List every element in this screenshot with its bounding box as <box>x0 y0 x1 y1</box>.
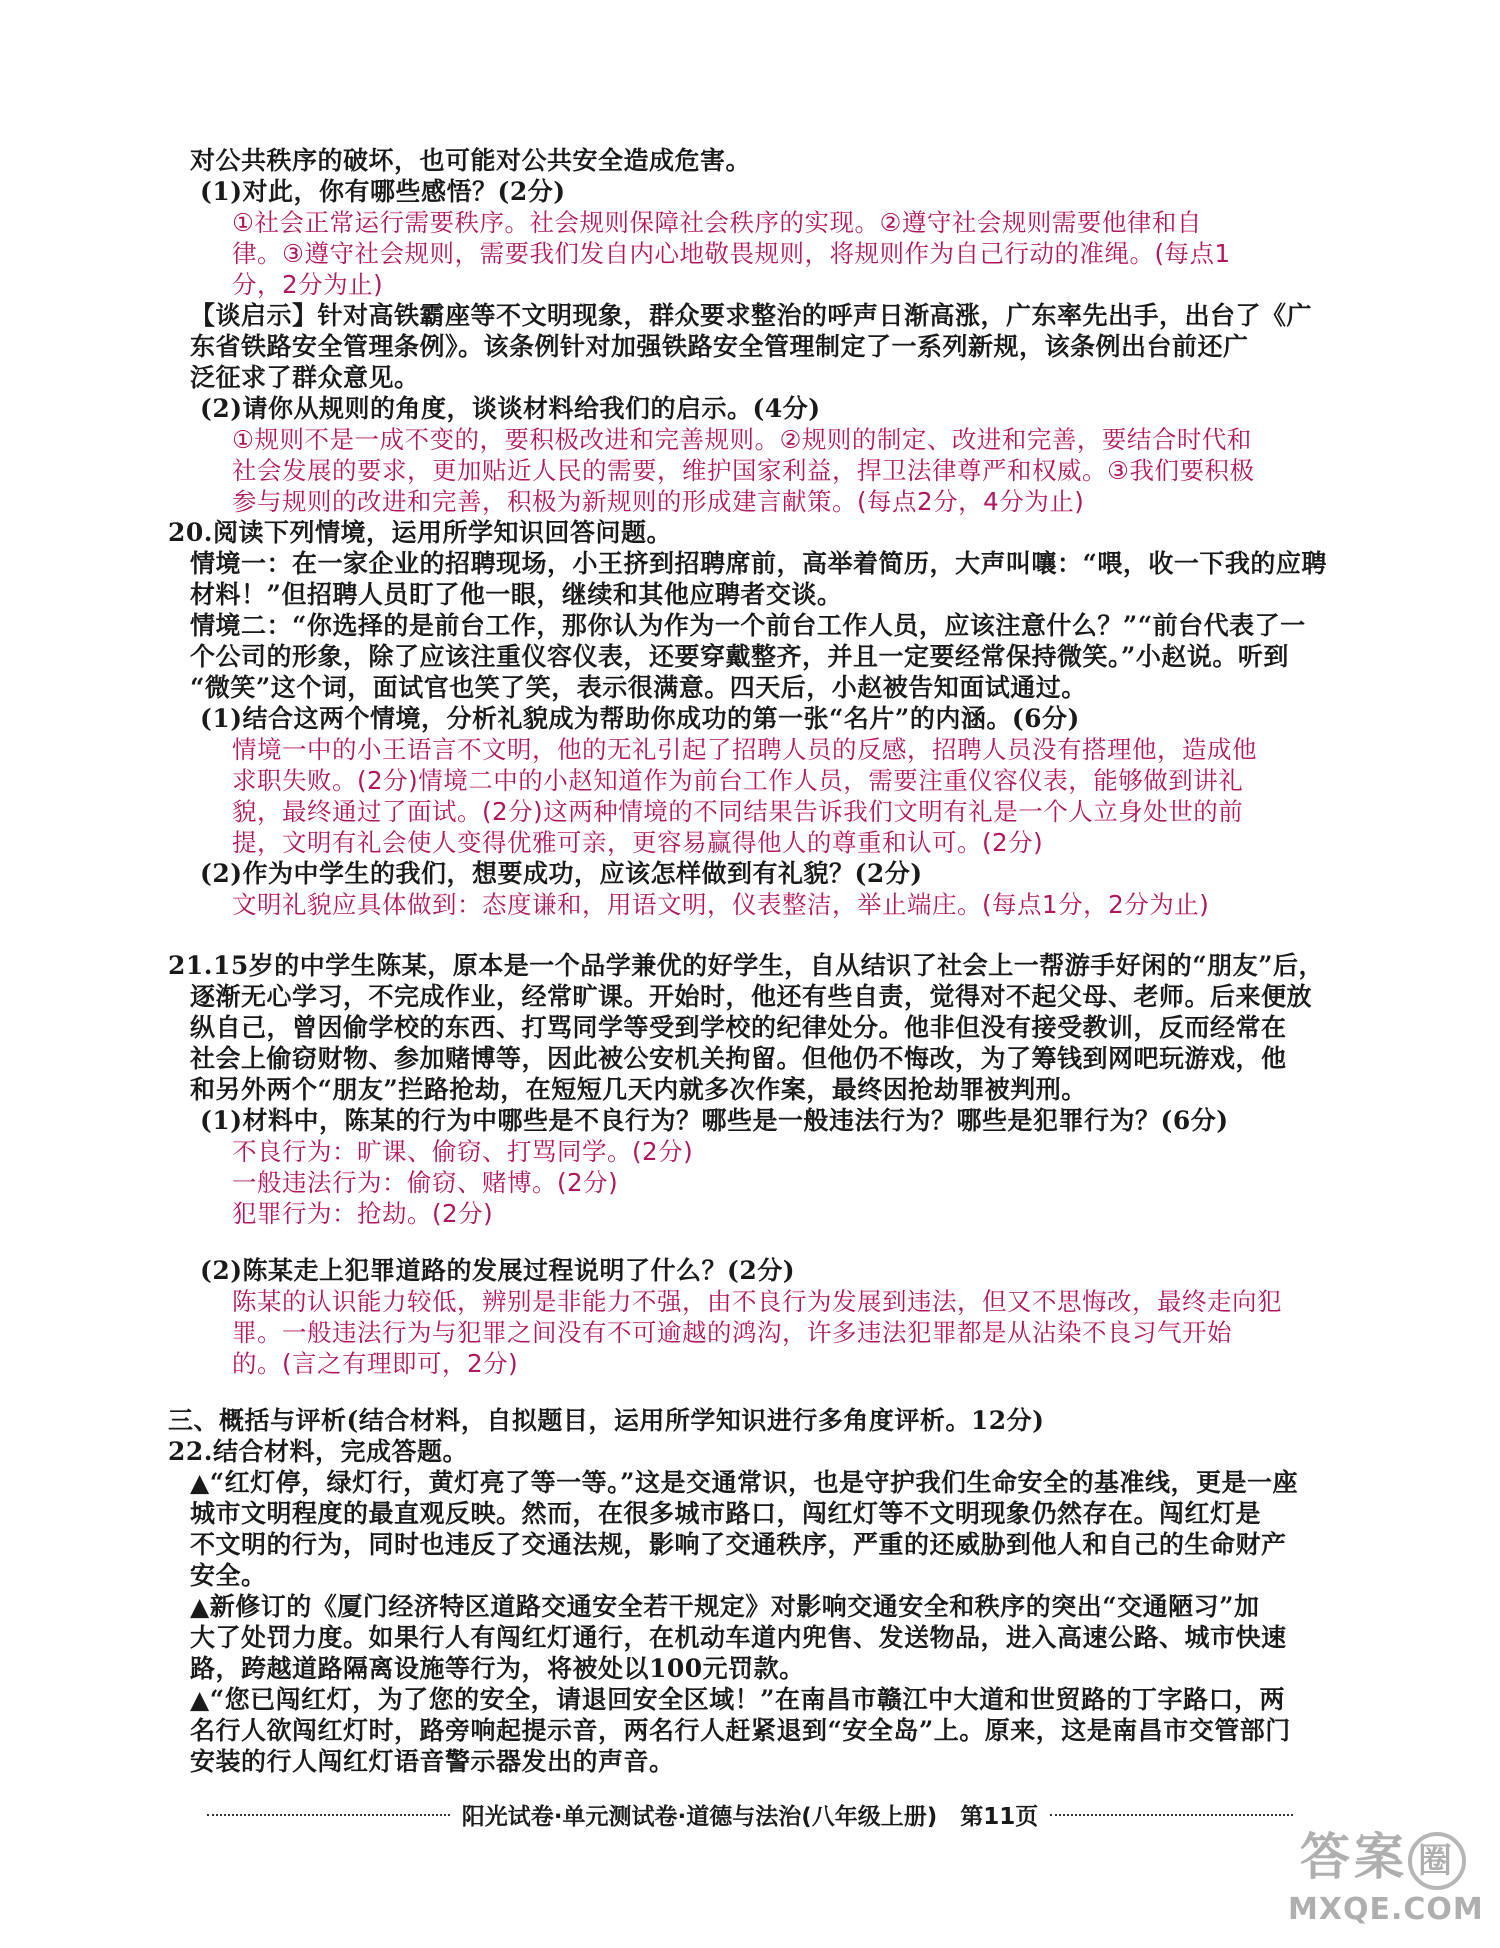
footer-text: 阳光试卷·单元测试卷·道德与法治(八年级上册) 第11页 <box>461 1804 1039 1830</box>
question-line: “微笑”这个词，面试官也笑了笑，表示很满意。四天后，小赵被告知面试通过。 <box>190 673 1087 702</box>
question-line: (2)陈某走上犯罪道路的发展过程说明了什么？(2分) <box>200 1256 796 1285</box>
watermark-circle-icon: 圈 <box>1408 1832 1466 1890</box>
watermark-logo <box>1288 1822 1484 1940</box>
question-line: (1)对此，你有哪些感悟？(2分) <box>200 177 566 206</box>
question-line: ▲“红灯停，绿灯行，黄灯亮了等一等。”这是交通常识，也是守护我们生命安全的基准线，更是一座 <box>190 1468 1298 1497</box>
question-line: (1)结合这两个情境，分析礼貌成为帮助你成功的第一张“名片”的内涵。(6分) <box>200 704 1080 733</box>
question-line: ▲“您已闯红灯，为了您的安全，请退回安全区域！”在南昌市赣江中大道和世贸路的丁字路口，两 <box>190 1685 1285 1714</box>
question-line: 东省铁路安全管理条例》。该条例针对加强铁路安全管理制定了一系列新规，该条例出台前还广 <box>190 332 1249 361</box>
question-line: 22.结合材料，完成答题。 <box>168 1437 468 1466</box>
question-line: 社会上偷窃财物、参加赌博等，因此被公安机关拘留。但他仍不悔改，为了筹钱到网吧玩游戏，他 <box>190 1044 1287 1073</box>
footer-dots-left <box>207 1814 450 1816</box>
answer-line: 社会发展的要求，更加贴近人民的需要，维护国家利益，捍卫法律尊严和权威。③我们要积极 <box>232 456 1255 485</box>
question-line: 泛征求了群众意见。 <box>190 363 420 392</box>
question-line: 安装的行人闯红灯语音警示器发出的声音。 <box>190 1747 675 1776</box>
question-line: 三、概括与评析(结合材料，自拟题目，运用所学知识进行多角度评析。12分) <box>168 1406 1045 1435</box>
section-gap <box>190 1229 1350 1255</box>
answer-line: ①社会正常运行需要秩序。社会规则保障社会秩序的实现。②遵守社会规则需要他律和自 <box>232 208 1202 237</box>
answer-line: 参与规则的改进和完善，积极为新规则的形成建言献策。(每点2分，4分为止) <box>232 487 1085 516</box>
answer-line: 情境一中的小王语言不文明，他的无礼引起了招聘人员的反感，招聘人员没有搭理他，造成他 <box>232 735 1257 764</box>
question-line: 对公共秩序的破坏，也可能对公共安全造成危害。 <box>190 146 752 175</box>
question-line: 情境二：“你选择的是前台工作，那你认为作为一个前台工作人员，应该注意什么？”“前台代表了一 <box>190 611 1306 640</box>
question-line: ▲新修订的《厦门经济特区道路交通安全若干规定》对影响交通安全和秩序的突出“交通陋习”加 <box>190 1592 1260 1621</box>
question-line: 情境一：在一家企业的招聘现场，小王挤到招聘席前，高举着简历，大声叫嚷：“喂，收一下我的应聘 <box>190 549 1327 578</box>
answer-line: 罪。一般违法行为与犯罪之间没有不可逾越的鸿沟，许多违法犯罪都是从沾染不良习气开始 <box>232 1318 1232 1347</box>
question-line: 材料！”但招聘人员盯了他一眼，继续和其他应聘者交谈。 <box>190 580 843 609</box>
answer-line: 分，2分为止) <box>232 270 384 299</box>
footer-dots-right <box>1050 1814 1293 1816</box>
answer-line: 提，文明有礼会使人变得优雅可亲，更容易赢得他人的尊重和认可。(2分) <box>232 828 1044 857</box>
section-gap <box>190 920 1350 950</box>
answer-line: 不良行为：旷课、偷窃、打骂同学。(2分) <box>232 1137 694 1166</box>
question-line: 不文明的行为，同时也违反了交通法规，影响了交通秩序，严重的还威胁到他人和自己的生命财产 <box>190 1530 1287 1559</box>
answer-line: ①规则不是一成不变的，要积极改进和完善规则。②规则的制定、改进和完善，要结合时代和 <box>232 425 1252 454</box>
question-line: 路，跨越道路隔离设施等行为，将被处以100元罚款。 <box>190 1654 805 1683</box>
question-line: 名行人欲闯红灯时，路旁响起提示音，两名行人赶紧退到“安全岛”上。原来，这是南昌市交管部门 <box>190 1716 1291 1745</box>
question-line: (2)作为中学生的我们，想要成功，应该怎样做到有礼貌？(2分) <box>200 859 923 888</box>
section-gap <box>190 1379 1350 1405</box>
question-line: 逐渐无心学习，不完成作业，经常旷课。开始时，他还有些自责，觉得对不起父母、老师。后来便放 <box>190 982 1313 1011</box>
answer-line: 陈某的认识能力较低，辨别是非能力不强，由不良行为发展到违法，但又不思悔改，最终走向犯 <box>232 1287 1282 1316</box>
question-line: (2)请你从规则的角度，谈谈材料给我们的启示。(4分) <box>200 394 821 423</box>
question-line: 城市文明程度的最直观反映。然而，在很多城市路口，闯红灯等不文明现象仍然存在。闯红灯是 <box>190 1499 1262 1528</box>
exam-page-content <box>168 145 1350 1777</box>
answer-line: 貌，最终通过了面试。(2分)这两种情境的不同结果告诉我们文明有礼是一个人立身处世的前 <box>232 797 1244 826</box>
watermark-url: MXQE.COM <box>1288 1892 1484 1927</box>
answer-line: 文明礼貌应具体做到：态度谦和，用语文明，仪表整洁，举止端庄。(每点1分，2分为止) <box>232 890 1210 919</box>
question-line: 安全。 <box>190 1561 267 1590</box>
question-line: 21.15岁的中学生陈某，原本是一个品学兼优的好学生，自从结识了社会上一帮游手好闲的“朋友”后， <box>168 951 1325 980</box>
question-line: 纵自己，曾因偷学校的东西、打骂同学等受到学校的纪律处分。他非但没有接受教训，反而经常在 <box>190 1013 1287 1042</box>
answer-line: 的。(言之有理即可，2分) <box>232 1349 519 1378</box>
watermark-logo-text: 答案 <box>1300 1828 1408 1886</box>
question-line: 和另外两个“朋友”拦路抢劫，在短短几天内就多次作案，最终因抢劫罪被判刑。 <box>190 1075 1087 1104</box>
page-footer <box>195 1798 1305 1831</box>
question-line: 个公司的形象，除了应该注重仪容仪表，还要穿戴整齐，并且一定要经常保持微笑。”小赵说。听到 <box>190 642 1289 671</box>
question-line: 20.阅读下列情境，运用所学知识回答问题。 <box>168 518 672 547</box>
question-line: 大了处罚力度。如果行人有闯红灯通行，在机动车道内兜售、发送物品，进入高速公路、城市快速 <box>190 1623 1287 1652</box>
answer-line: 律。③遵守社会规则，需要我们发自内心地敬畏规则，将规则作为自己行动的准绳。(每点1 <box>232 239 1231 268</box>
question-line: 【谈启示】针对高铁霸座等不文明现象，群众要求整治的呼声日渐高涨，广东率先出手，出台了《广 <box>190 301 1313 330</box>
answer-line: 犯罪行为：抢劫。(2分) <box>232 1199 494 1228</box>
question-line: (1)材料中，陈某的行为中哪些是不良行为？哪些是一般违法行为？哪些是犯罪行为？(6分) <box>200 1106 1229 1135</box>
answer-line: 求职失败。(2分)情境二中的小赵知道作为前台工作人员，需要注重仪容仪表，能够做到讲礼 <box>232 766 1244 795</box>
answer-line: 一般违法行为：偷窃、赌博。(2分) <box>232 1168 619 1197</box>
